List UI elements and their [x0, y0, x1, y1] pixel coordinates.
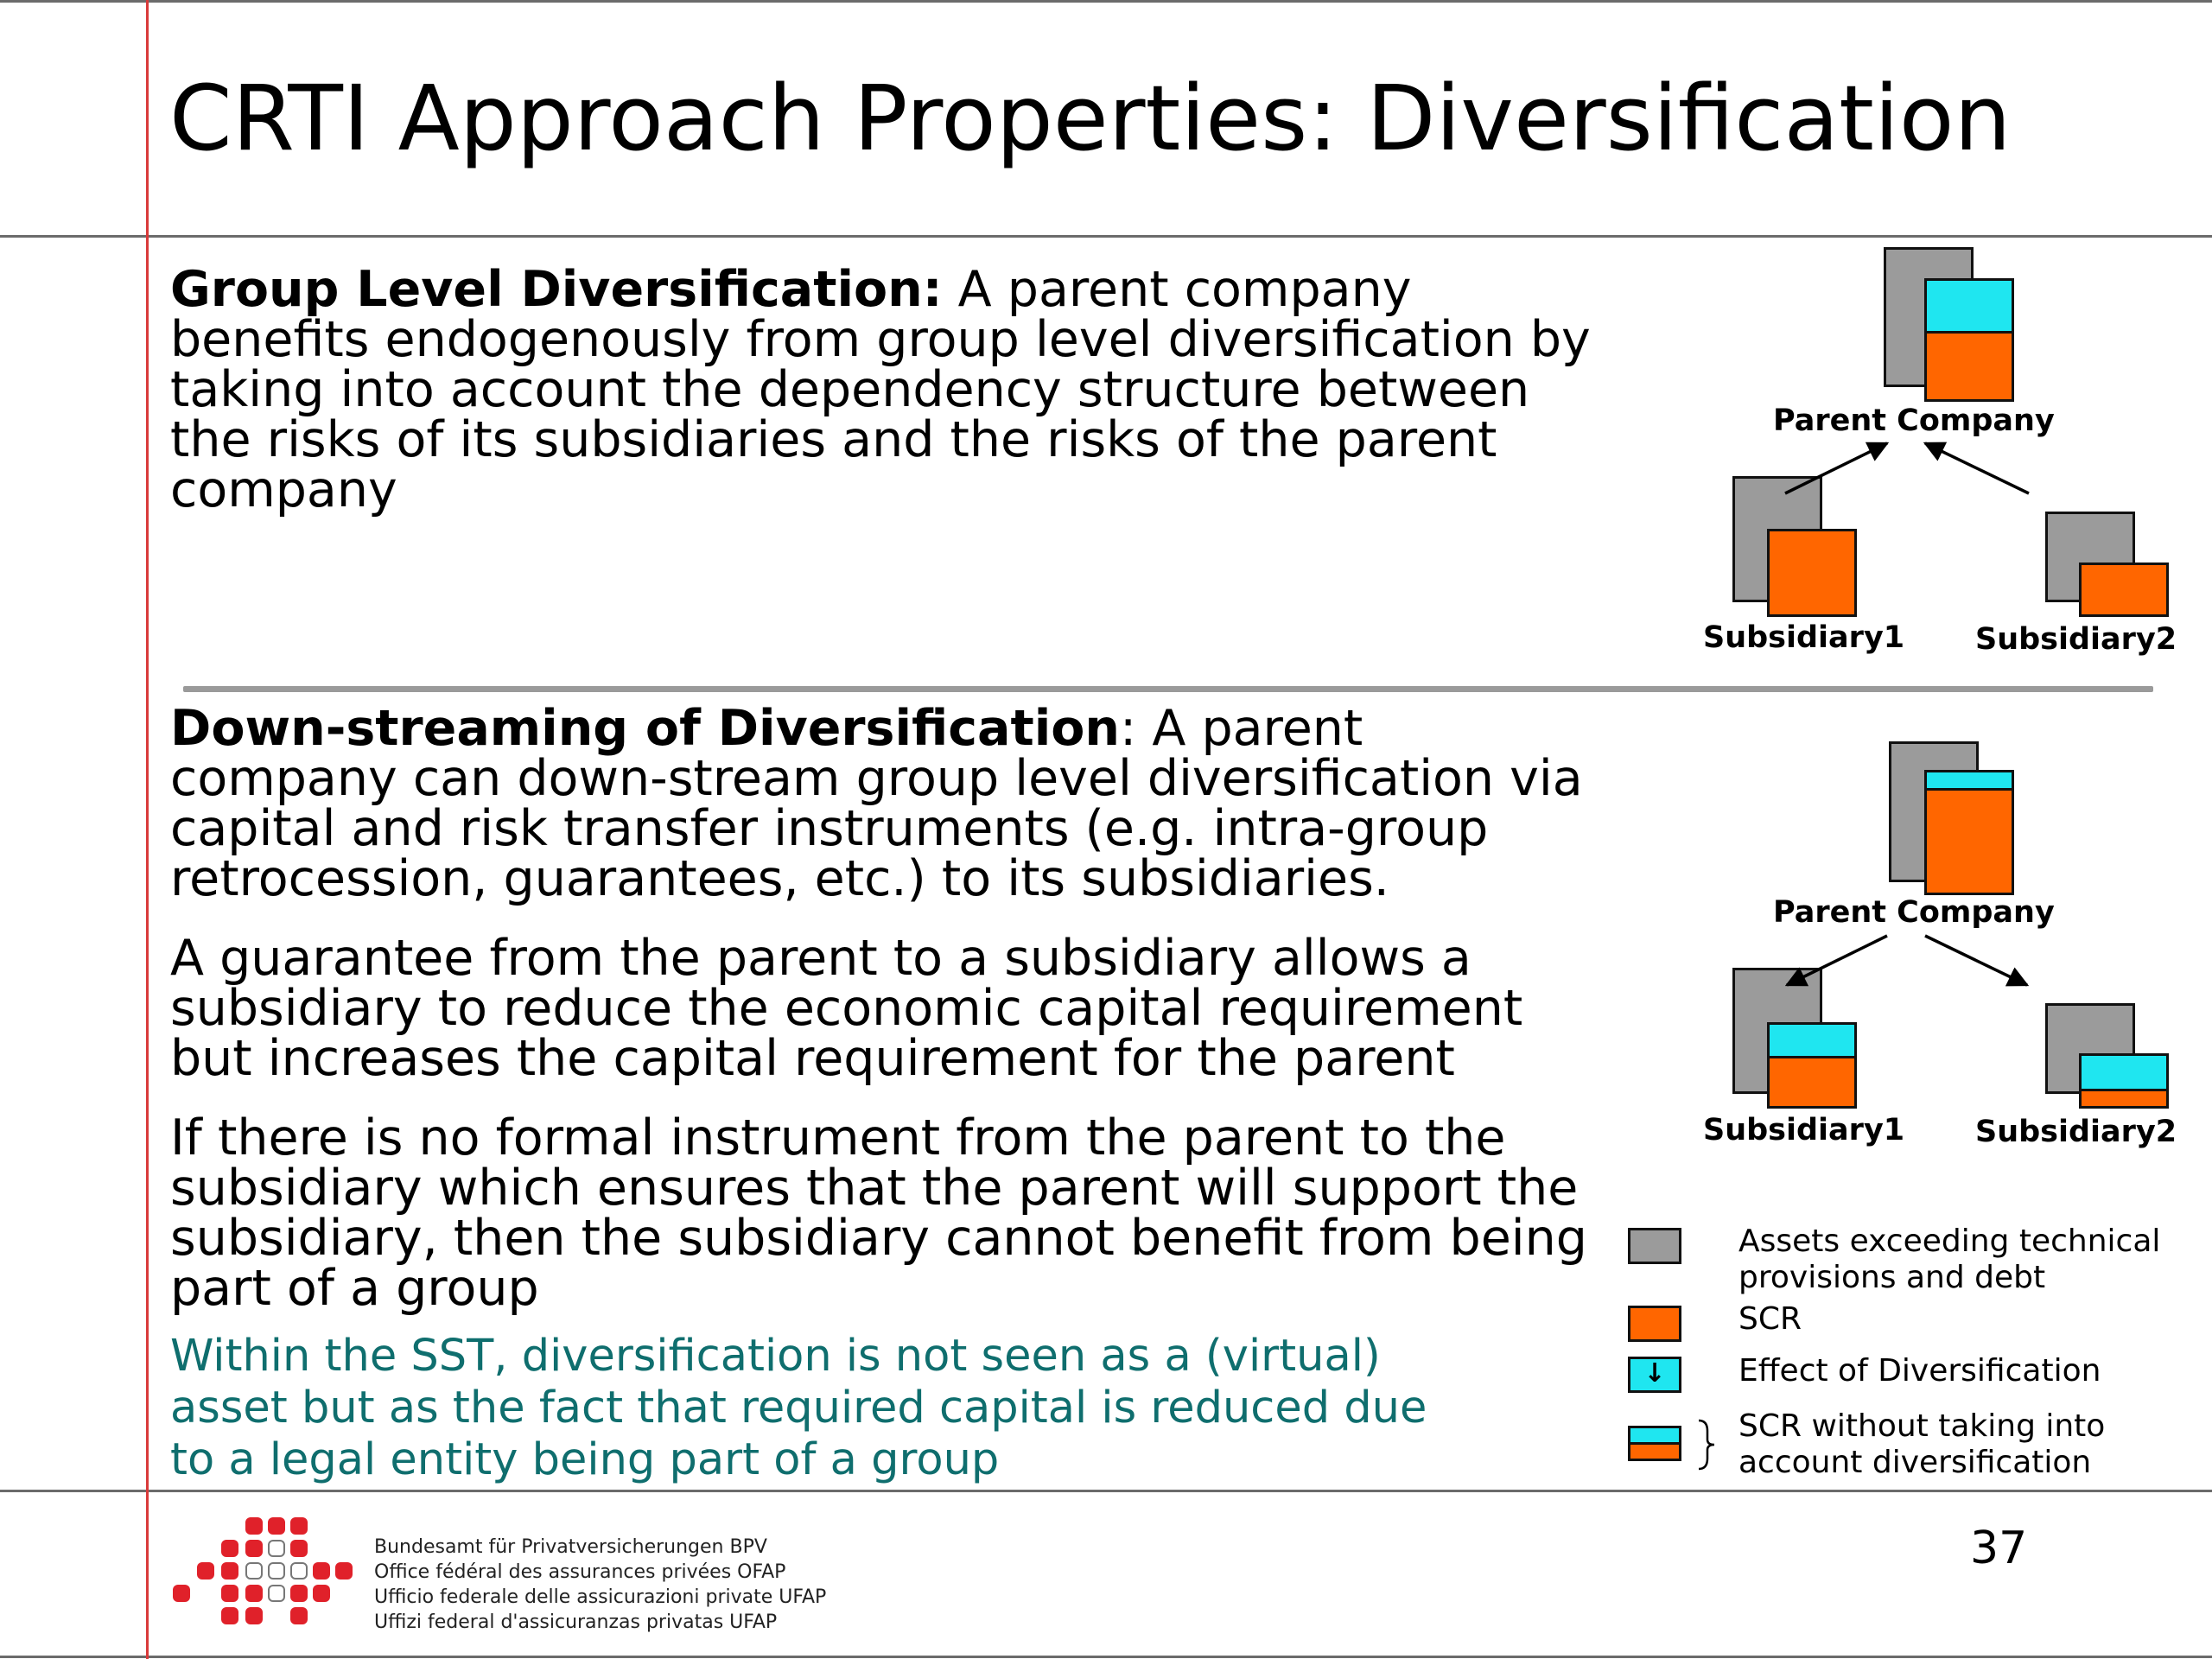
section2-para2: A guarantee from the parent to a subsidiary allows a subsidiary to reduce the economic capital requirement but increases the capital requirement for the parent: [170, 930, 1523, 1087]
page-number: 37: [1970, 1522, 2028, 1574]
brace-icon: [1695, 1417, 1718, 1472]
legend-scr-swatch: [1628, 1306, 1681, 1342]
org-name-de: Bundesamt für Privatversicherungen BPV: [374, 1536, 767, 1558]
section2-heading: Down-streaming of Diversification: [170, 700, 1121, 757]
legend-scr-without-swatch-bottom: [1628, 1442, 1681, 1461]
legend-scr-label: SCR: [1738, 1301, 1802, 1337]
subsidiary1-label: Subsidiary1: [1703, 620, 1905, 655]
org-name-it: Ufficio federale delle assicurazioni private UFAP: [374, 1586, 827, 1608]
subsidiary2-label-2: Subsidiary2: [1975, 1115, 2177, 1149]
sst-note: Within the SST, diversification is not seen as a (virtual) asset but as the fact that required capital is reduced due to a legal entity being part of a group: [170, 1331, 1427, 1485]
footer-org-names: [374, 1535, 826, 1635]
subsidiary1-label-2: Subsidiary1: [1703, 1113, 1905, 1147]
legend-effect-label: Effect of Diversification: [1738, 1353, 2101, 1389]
subsidiary2-label: Subsidiary2: [1975, 622, 2177, 657]
parent-company-label-2: Parent Company: [1773, 895, 2055, 930]
parent-company-label: Parent Company: [1773, 404, 2055, 438]
org-name-fr: Office fédéral des assurances privées OFAP: [374, 1561, 786, 1583]
down-arrow-icon: ↓: [1643, 1358, 1666, 1389]
section1-text: A parent company benefits endogenously from group level diversification by taking into account the dependency structure between the risks of its subsidiaries and the risks of the parent company: [170, 261, 1591, 518]
org-name-rm: Uffizi federal d'assicuranzas privatas UFAP: [374, 1611, 778, 1633]
arrow-parent-to-sub1: [1787, 936, 1887, 985]
legend-assets-swatch: [1628, 1228, 1681, 1264]
section2-para3: If there is no formal instrument from the parent to the subsidiary which ensures that the parent will support the subsidiary, then the subsidiary cannot benefit from being part of a group: [170, 1109, 1587, 1317]
section1-heading: Group Level Diversification:: [170, 261, 943, 318]
section2-text: : A parent company can down-stream group level diversification via capital and risk transfer instruments (e.g. intra-group retrocession, guarantees, etc.) to its subsidiaries.: [170, 700, 1583, 907]
slide-title: CRTI Approach Properties: Diversification: [169, 66, 2012, 171]
legend-effect-swatch: [1628, 1357, 1681, 1393]
arrow-parent-to-sub2: [1925, 936, 2027, 985]
legend-assets-label: Assets exceeding technical provisions and debt: [1738, 1224, 2161, 1295]
legend-scr-without-label: SCR without taking into account diversification: [1738, 1408, 2106, 1480]
